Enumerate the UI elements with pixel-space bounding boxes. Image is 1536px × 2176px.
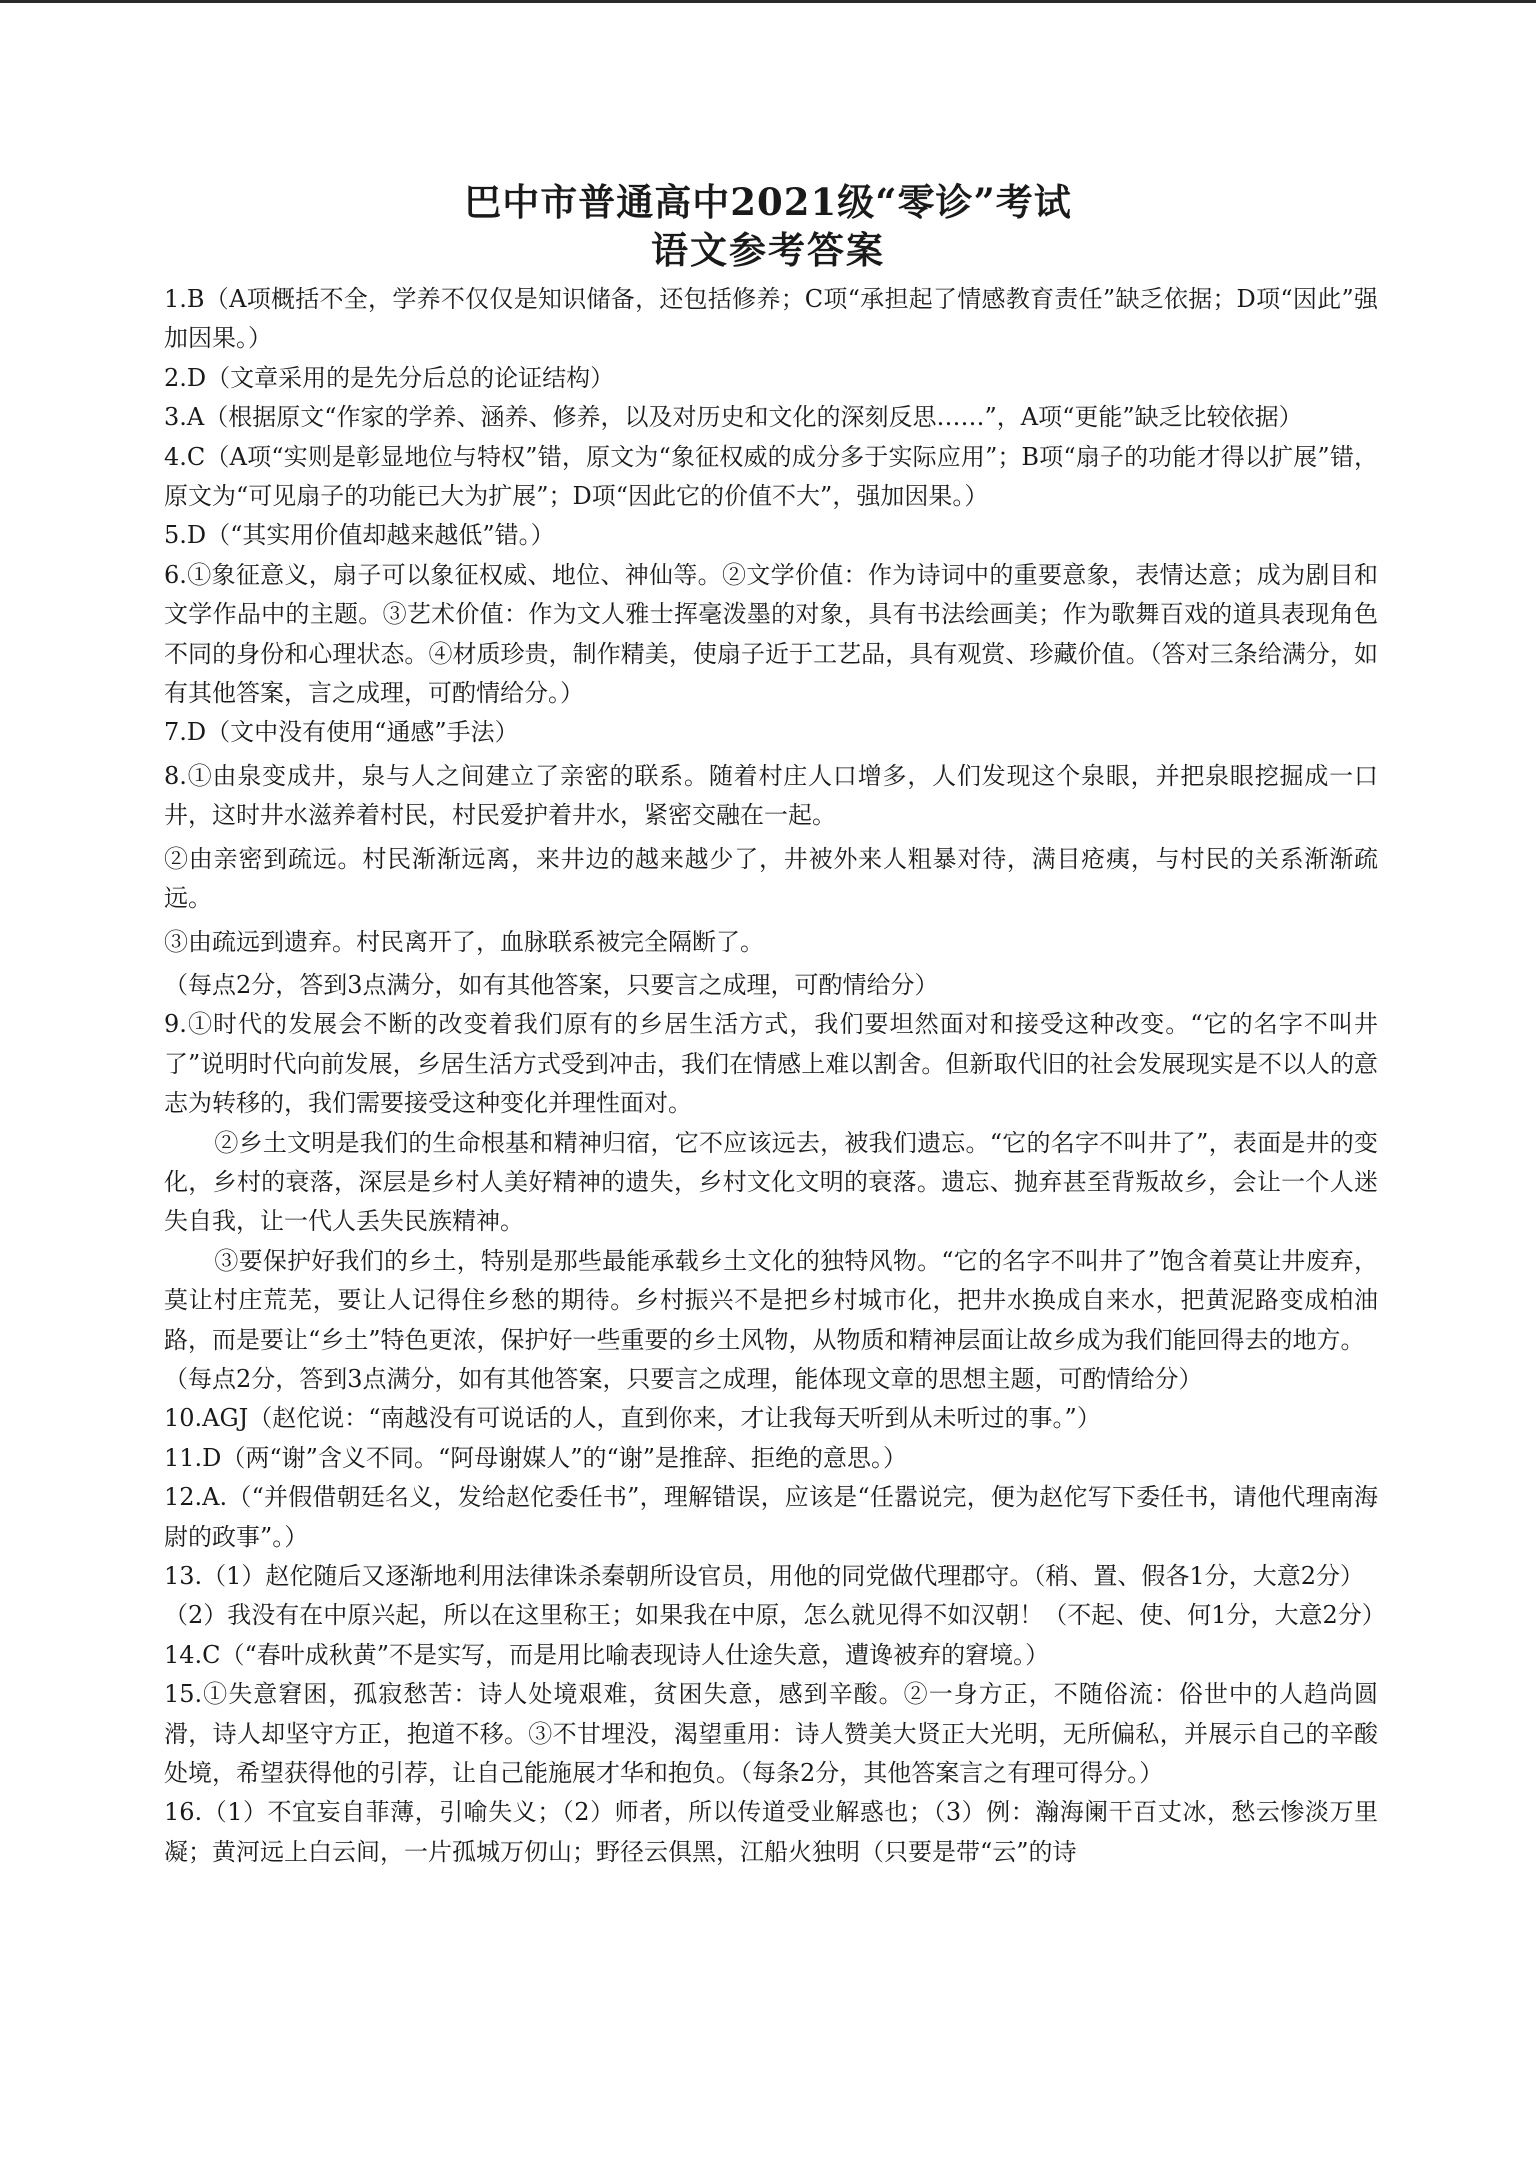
document-title: 巴中市普通高中2021级“零诊”考试 [464, 180, 1072, 224]
answer-body [164, 280, 1386, 1872]
answer-q9-point-3: ③要保护好我们的乡土，特别是那些最能承载乡土文化的独特风物。“它的名字不叫井了”饱含着莫让井废弃，莫让村庄荒芜，要让人记得住乡愁的期待。乡村振兴不是把乡村城市化，把井水换成自来水，把黄泥路变成柏油路，而是要让“乡土”特色更浓，保护好一些重要的乡土风物，从物质和精神层面让故乡成为我们能回得去的地方。 [164, 1246, 1378, 1354]
answer-q14: 14.C（“春叶成秋黄”不是实写，而是用比喻表现诗人仕途失意，遭谗被弃的窘境。） [164, 1640, 1050, 1669]
top-border-line [0, 0, 1536, 3]
answer-q4: 4.C（A项“实则是彰显地位与特权”错，原文为“象征权威的成分多于实际应用”；B项“扇子的功能才得以扩展”错，原文为“可见扇子的功能已大为扩展”；D项“因此它的价值不大”，强加因果。） [164, 442, 1378, 511]
answer-q13-part-1: 13.（1）赵佗随后又逐渐地利用法律诛杀秦朝所设官员，用他的同党做代理郡守。（稍、置、假各1分，大意2分） [164, 1562, 1364, 1590]
answer-q8-point-3: ③由疏远到遗弃。村民离开了，血脉联系被完全隔断了。 [164, 927, 764, 956]
answer-q11: 11.D（两“谢”含义不同。“阿母谢媒人”的“谢”是推辞、拒绝的意思。） [164, 1443, 908, 1472]
answer-q6: 6.①象征意义，扇子可以象征权威、地位、神仙等。②文学价值：作为诗词中的重要意象，表情达意；成为剧目和文学作品中的主题。③艺术价值：作为文人雅士挥毫泼墨的对象，具有书法绘画美；作为歌舞百戏的道具表现角色不同的身份和心理状态。④材质珍贵，制作精美，使扇子近于工艺品，具有观赏、珍藏价值。（答对三条给满分，如有其他答案，言之成理，可酌情给分。） [164, 560, 1378, 708]
answer-q8-point-1: 8.①由泉变成井，泉与人之间建立了亲密的联系。随着村庄人口增多，人们发现这个泉眼，并把泉眼挖掘成一口井，这时井水滋养着村民，村民爱护着井水，紧密交融在一起。 [164, 761, 1378, 830]
answer-q9-scoring-note: （每点2分，答到3点满分，如有其他答案，只要言之成理，能体现文章的思想主题，可酌情给分） [164, 1364, 1203, 1393]
answer-q12: 12.A.（“并假借朝廷名义，发给赵佗委任书”，理解错误，应该是“任嚣说完，便为赵佗写下委任书，请他代理南海尉的政事”。） [164, 1483, 1378, 1551]
answer-q10: 10.AGJ（赵佗说：“南越没有可说话的人，直到你来，才让我每天听到从未听过的事。”） [164, 1404, 1101, 1433]
answer-q1: 1.B（A项概括不全，学养不仅仅是知识储备，还包括修养；C项“承担起了情感教育责任”缺乏依据；D项“因此”强加因果。） [164, 285, 1378, 353]
answer-q7: 7.D（文中没有使用“通感”手法） [164, 718, 519, 747]
document-header [0, 178, 1536, 274]
answer-q5: 5.D（“其实用价值却越来越低”错。） [164, 521, 555, 550]
answer-q16: 16.（1）不宜妄自菲薄，引喻失义；（2）师者，所以传道受业解惑也；（3）例：瀚海阑干百丈冰，愁云惨淡万里凝；黄河远上白云间，一片孤城万仞山；野径云俱黑，江船火独明（只要是带“云”的诗 [164, 1798, 1378, 1866]
answer-q3: 3.A（根据原文“作家的学养、涵养、修养，以及对历史和文化的深刻反思……”，A项“更能”缺乏比较依据） [164, 403, 1303, 432]
answer-q9-point-2: ②乡土文明是我们的生命根基和精神归宿，它不应该远去，被我们遗忘。“它的名字不叫井了”，表面是井的变化，乡村的衰落，深层是乡村人美好精神的遗失，乡村文化文明的衰落。遗忘、抛弃甚至背叛故乡，会让一个人迷失自我，让一代人丢失民族精神。 [164, 1128, 1378, 1236]
answer-q2: 2.D（文章采用的是先分后总的论证结构） [164, 363, 615, 392]
answer-q9-point-1: 9.①时代的发展会不断的改变着我们原有的乡居生活方式，我们要坦然面对和接受这种改变。“它的名字不叫井了”说明时代向前发展，乡居生活方式受到冲击，我们在情感上难以割舍。但新取代旧的社会发展现实是不以人的意志为转移的，我们需要接受这种变化并理性面对。 [164, 1010, 1378, 1118]
answer-q13-part-2: （2）我没有在中原兴起，所以在这里称王；如果我在中原，怎么就见得不如汉朝！（不起、使、何1分，大意2分） [164, 1601, 1386, 1630]
answer-q8-point-2: ②由亲密到疏远。村民渐渐远离，来井边的越来越少了，井被外来人粗暴对待，满目疮痍，与村民的关系渐渐疏远。 [164, 844, 1378, 913]
document-subtitle: 语文参考答案 [651, 228, 885, 272]
answer-q8-scoring-note: （每点2分，答到3点满分，如有其他答案，只要言之成理，可酌情给分） [164, 970, 939, 999]
answer-q15: 15.①失意窘困，孤寂愁苦：诗人处境艰难，贫困失意，感到辛酸。②一身方正，不随俗流：俗世中的人趋尚圆滑，诗人却坚守方正，抱道不移。③不甘埋没，渴望重用：诗人赞美大贤正大光明，无所偏私，并展示自己的辛酸处境，希望获得他的引荐，让自己能施展才华和抱负。（每条2分，其他答案言之有理可得分。） [164, 1680, 1378, 1788]
